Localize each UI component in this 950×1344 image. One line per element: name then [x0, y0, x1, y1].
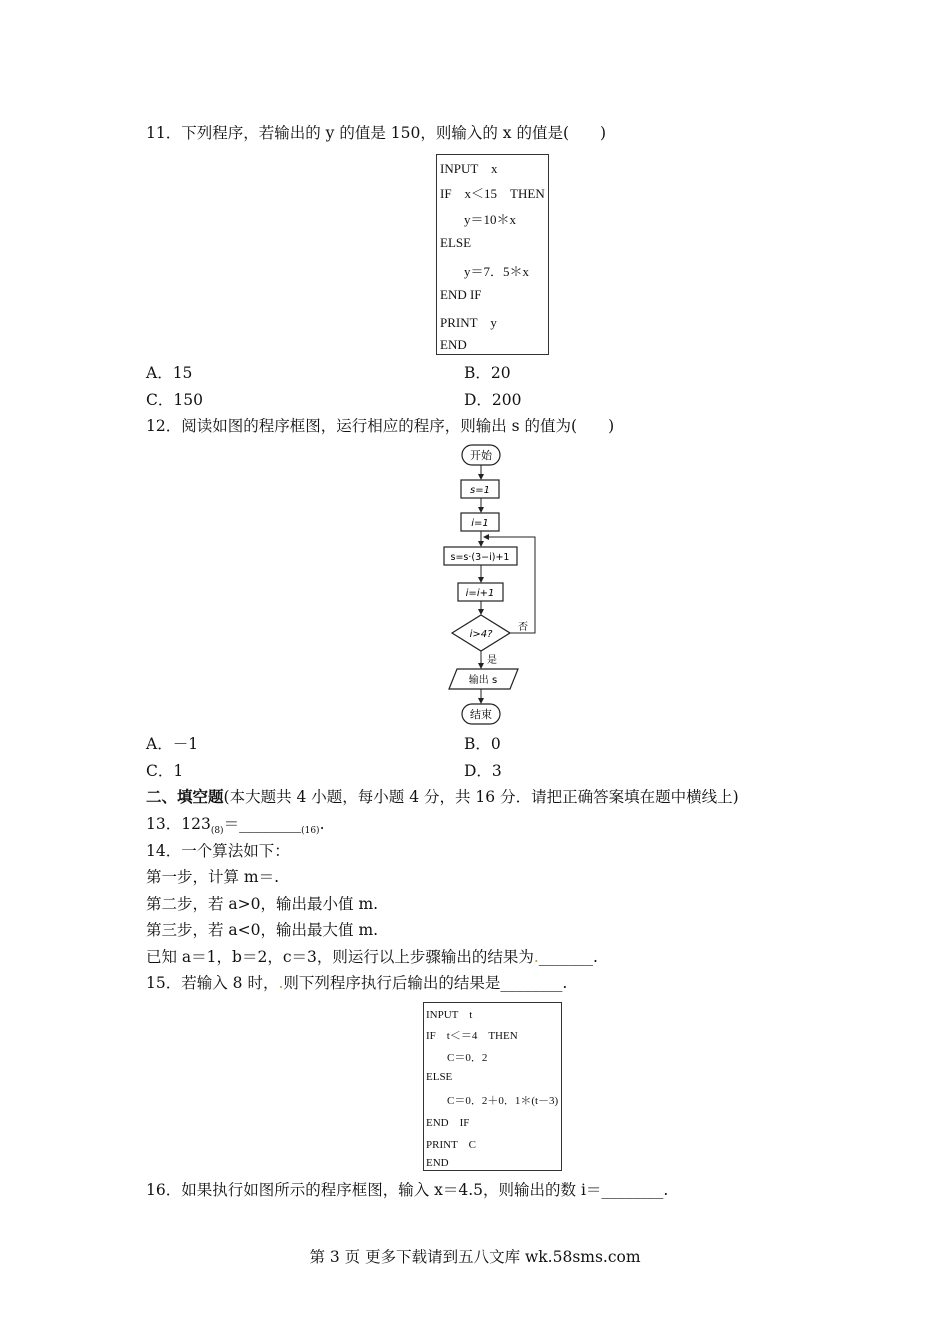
q11-option-a: A．15 — [146, 364, 193, 382]
q13-base-8: (8) — [210, 826, 224, 837]
flow-end-label: 结束 — [470, 708, 492, 721]
flow-i-init-label: i=1 — [471, 518, 489, 529]
code-line: PRINT y — [440, 315, 497, 330]
flow-yes-label: 是 — [487, 655, 497, 666]
page-footer: 第 3 页 更多下载请到五八文库 wk.58sms.com — [309, 1248, 641, 1266]
q12-stem: 12．阅读如图的程序框图，运行相应的程序，则输出 s 的值为( ) — [146, 417, 615, 435]
q15-stem-a: 15．若输入 8 时， — [146, 974, 279, 992]
code-line: INPUT x — [440, 161, 498, 176]
q11-stem: 11．下列程序，若输出的 y 的值是 150，则输入的 x 的值是( ) — [146, 124, 607, 142]
q12-option-d: D．3 — [464, 762, 502, 780]
q15-stem — [146, 973, 567, 993]
code-line: ELSE — [426, 1071, 453, 1083]
q13-blank: ＝________ — [223, 815, 302, 833]
code-line: END IF — [440, 287, 482, 302]
code-line: END IF — [426, 1117, 470, 1129]
q14-line-3: 第二步，若 a>0，输出最小值 m. — [146, 895, 379, 913]
section-2-heading: 二、填空题 — [146, 787, 224, 806]
dot-mark: . — [533, 948, 539, 966]
code-line: y＝7．5＊x — [464, 264, 530, 279]
flow-s-init-label: s=1 — [470, 485, 490, 496]
q13-line — [146, 814, 325, 841]
q12-option-c: C．1 — [146, 762, 184, 780]
section-2-desc: (本大题共 4 小题，每小题 4 分，共 16 分．请把正确答案填在题中横线上) — [223, 788, 739, 806]
q12-option-b: B．0 — [464, 735, 501, 753]
code-line: ELSE — [440, 235, 472, 250]
q11-option-c: C．150 — [146, 391, 203, 409]
q14-blank: _______. — [538, 948, 598, 966]
q11-code-box — [436, 154, 549, 355]
dot-mark: . — [278, 974, 284, 992]
q11-option-d: D．200 — [464, 391, 522, 409]
q15-code-box — [423, 1002, 562, 1171]
flow-no-label: 否 — [518, 622, 528, 633]
q14-line-1: 14．一个算法如下： — [146, 842, 290, 860]
section-2-header — [146, 787, 739, 807]
q15-stem-b: 则下列程序执行后输出的结果是________. — [283, 974, 568, 992]
q16-stem: 16．如果执行如图所示的程序框图，输入 x＝4.5，则输出的数 i＝________. — [146, 1181, 669, 1199]
code-line: END — [426, 1157, 449, 1169]
q14-line-4: 第三步，若 a<0，输出最大值 m. — [146, 921, 379, 939]
flow-update-s-label: s=s·(3−i)+1 — [450, 552, 510, 563]
code-line: PRINT C — [426, 1139, 476, 1151]
code-line: INPUT t — [426, 1009, 473, 1021]
q13-prefix: 13．123 — [146, 815, 211, 833]
code-line: IF x＜15 THEN — [440, 186, 545, 201]
code-line: C＝0．2 — [447, 1052, 488, 1064]
flow-start-label: 开始 — [470, 449, 492, 462]
code-line: IF t＜＝4 THEN — [426, 1030, 518, 1042]
flow-condition-label: i>4? — [469, 629, 493, 640]
q12-option-a: A．－1 — [146, 735, 199, 753]
q14-line-5 — [146, 947, 598, 967]
q14-line-2: 第一步，计算 m＝. — [146, 868, 280, 886]
flow-update-i-label: i=i+1 — [465, 588, 495, 599]
q12-flowchart — [430, 440, 560, 730]
q13-suffix: . — [319, 815, 325, 833]
q11-option-b: B．20 — [464, 364, 511, 382]
q14-last-text: 已知 a＝1，b＝2，c＝3，则运行以上步骤输出的结果为 — [146, 948, 534, 966]
code-line: C＝0．2＋0．1＊(t－3) — [447, 1095, 559, 1107]
q13-base-16: (16) — [301, 826, 320, 837]
code-line: y＝10＊x — [464, 212, 517, 227]
flow-output-label: 输出 s — [468, 675, 498, 686]
code-line: END — [440, 337, 467, 352]
